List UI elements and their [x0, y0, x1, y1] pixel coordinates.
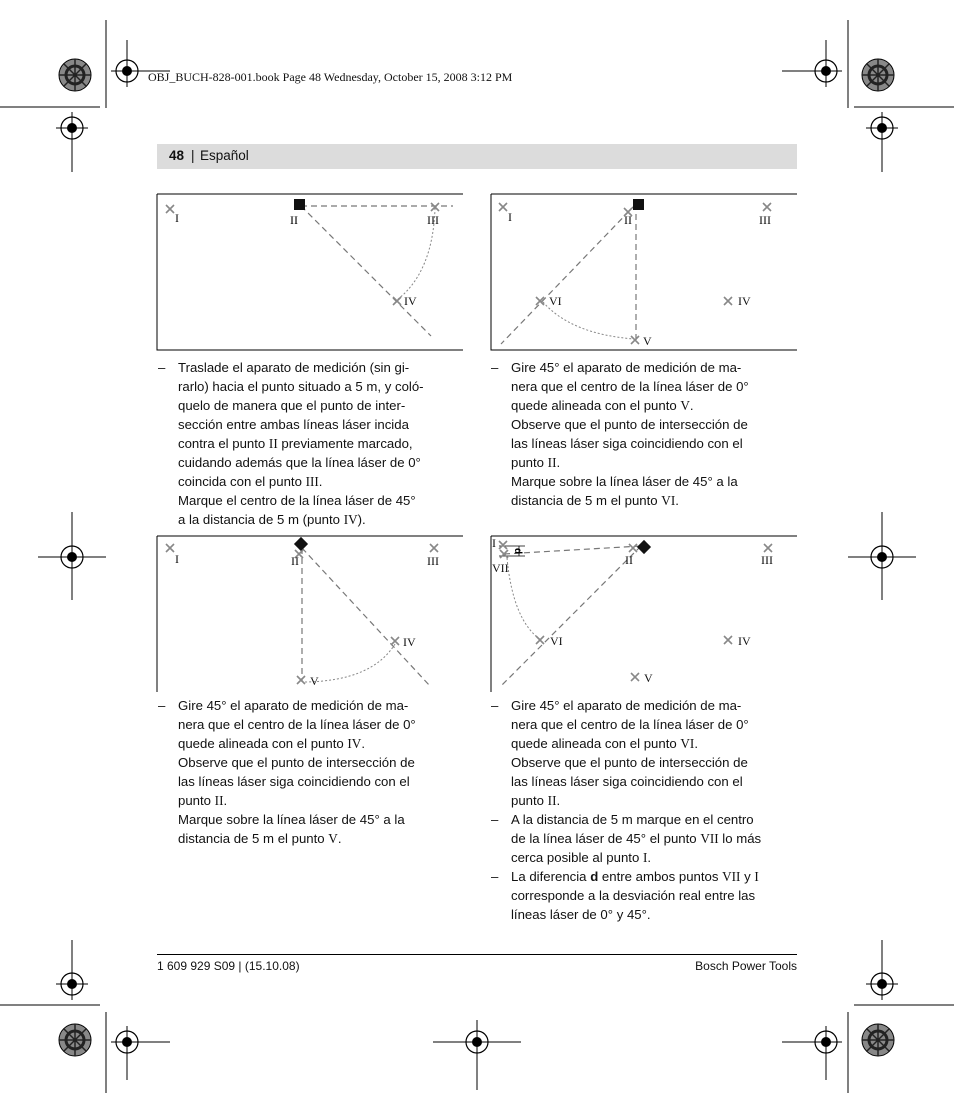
bullet-dash: – — [491, 698, 499, 713]
footer-brand: Bosch Power Tools — [695, 959, 797, 973]
point-label-IV: IV — [738, 634, 751, 648]
point-reference: V — [328, 831, 338, 846]
text-segment: lo más — [718, 831, 762, 846]
instruction-line: Traslade el aparato de medición (sin gi- — [178, 360, 410, 375]
registration-star-icon — [862, 59, 894, 91]
point-label-II: II — [290, 213, 298, 227]
point-label-I: I — [175, 552, 179, 566]
text-segment: quede alineada con el punto — [511, 398, 681, 413]
registration-mark-icon — [866, 112, 898, 144]
text-segment: . — [361, 736, 365, 751]
bullet-dash: – — [158, 360, 166, 375]
page-number: 48 — [169, 148, 185, 163]
instruction-line: las líneas láser siga coincidiendo con el — [178, 774, 410, 789]
point-reference: VII — [700, 831, 719, 846]
instruction-line: nera que el centro de la línea láser de 0° — [511, 379, 749, 394]
instruction-line: Gire 45° el aparato de medición de ma- — [511, 698, 742, 713]
instruction-line: Marque sobre la línea láser de 45° a la — [178, 812, 405, 827]
instruction-line: Gire 45° el aparato de medición de ma- — [178, 698, 409, 713]
point-label-II: II — [625, 553, 633, 567]
point-label-V: V — [310, 674, 319, 688]
point-label-V: V — [644, 671, 653, 685]
point-reference: II — [268, 436, 278, 451]
point-label-III: III — [427, 554, 439, 568]
text-segment: . — [556, 455, 561, 470]
text-segment: quede alineada con el punto — [178, 736, 348, 751]
instruction-line: corresponde a la desviación real entre las — [511, 888, 756, 903]
registration-mark-icon — [56, 112, 88, 144]
point-label-III: III — [427, 213, 439, 227]
registration-mark-icon — [810, 1026, 842, 1058]
text-segment: distancia de 5 m el punto — [178, 831, 329, 846]
instruction-line: las líneas láser siga coincidiendo con el — [511, 436, 743, 451]
instruction-line: las líneas láser siga coincidiendo con el — [511, 774, 743, 789]
text-segment: . — [647, 850, 652, 865]
text-segment: . — [689, 398, 694, 413]
instruction-line: Observe que el punto de intersección de — [511, 417, 748, 432]
text-segment: punto — [511, 455, 548, 470]
point-reference: I — [642, 850, 648, 865]
text-segment: entre ambos puntos — [598, 869, 723, 884]
point-label-IV: IV — [403, 635, 416, 649]
text-segment: La diferencia — [511, 869, 591, 884]
bullet-dash: – — [158, 698, 166, 713]
text-segment: . — [694, 736, 698, 751]
instruction-line: Marque el centro de la línea láser de 45° — [178, 493, 416, 508]
point-label-II: II — [291, 554, 299, 568]
text-segment: a la distancia de 5 m (punto — [178, 512, 344, 527]
point-label-III: III — [761, 553, 773, 567]
instruction-line: Observe que el punto de intersección de — [178, 755, 415, 770]
text-segment: distancia de 5 m el punto — [511, 493, 662, 508]
instruction-line: A la distancia de 5 m marque en el centro — [511, 812, 754, 827]
point-reference: II — [547, 793, 557, 808]
registration-star-icon — [862, 1024, 894, 1056]
point-reference: VI — [661, 493, 676, 508]
registration-star-icon — [59, 1024, 91, 1056]
registration-mark-icon — [810, 55, 842, 87]
registration-star-icon — [59, 59, 91, 91]
text-segment: previamente marcado, — [277, 436, 413, 451]
text-segment: y — [740, 869, 755, 884]
point-reference: III — [305, 474, 319, 489]
bullet-dash: – — [491, 869, 499, 884]
point-label-I: I — [492, 536, 496, 550]
text-segment: punto — [178, 793, 215, 808]
text-segment: . — [337, 831, 342, 846]
text-segment: contra el punto — [178, 436, 269, 451]
point-reference: II — [214, 793, 224, 808]
registration-mark-icon — [866, 968, 898, 1000]
instruction-line: cuidando además que la línea láser de 0° — [178, 455, 421, 470]
text-segment: de la línea láser de 45° el punto — [511, 831, 701, 846]
bullet-dash: – — [491, 360, 499, 375]
instruction-line: Marque sobre la línea láser de 45° a la — [511, 474, 738, 489]
section-title: Español — [200, 148, 249, 163]
point-label-I: I — [175, 211, 179, 225]
point-reference: VII — [722, 869, 741, 884]
text-segment: coincida con el punto — [178, 474, 306, 489]
point-reference: II — [547, 455, 557, 470]
point-label-VII: VII — [492, 561, 509, 575]
print-header: OBJ_BUCH-828-001.book Page 48 Wednesday, October 15, 2008 3:12 PM — [148, 70, 513, 84]
point-reference: VI — [680, 736, 695, 751]
point-reference: V — [680, 398, 690, 413]
footer-doc-number: 1 609 929 S09 | (15.10.08) — [157, 959, 300, 973]
point-label-IV: IV — [738, 294, 751, 308]
point-reference: IV — [347, 736, 362, 751]
text-segment: . — [675, 493, 679, 508]
deviation-term: d — [590, 869, 599, 884]
text-segment: punto — [511, 793, 548, 808]
point-label-V: V — [643, 334, 652, 348]
point-label-IV: IV — [404, 294, 417, 308]
text-segment: . — [556, 793, 561, 808]
instruction-line: líneas láser de 0° y 45°. — [511, 907, 651, 922]
section-separator: | — [191, 148, 195, 163]
instruction-line: Observe que el punto de intersección de — [511, 755, 748, 770]
registration-mark-icon — [56, 968, 88, 1000]
point-label-VI: VI — [550, 634, 563, 648]
point-label-II: II — [624, 213, 632, 227]
point-reference: I — [754, 869, 759, 884]
point-label-VI: VI — [549, 294, 562, 308]
registration-mark-icon — [111, 55, 143, 87]
text-segment: . — [223, 793, 228, 808]
point-label-I: I — [508, 210, 512, 224]
registration-mark-icon — [111, 1026, 143, 1058]
deviation-label-d: d — [512, 548, 523, 555]
text-segment: ). — [357, 512, 366, 527]
text-segment: cerca posible al punto — [511, 850, 643, 865]
bullet-dash: – — [491, 812, 499, 827]
instruction-line: Gire 45° el aparato de medición de ma- — [511, 360, 742, 375]
text-segment: quede alineada con el punto — [511, 736, 681, 751]
point-label-III: III — [759, 213, 771, 227]
instruction-line: rarlo) hacia el punto situado a 5 m, y coló- — [178, 379, 424, 394]
instruction-line: sección entre ambas líneas láser incida — [178, 417, 409, 432]
instruction-line: nera que el centro de la línea láser de 0° — [511, 717, 749, 732]
point-reference: IV — [343, 512, 358, 527]
text-segment: . — [318, 474, 323, 489]
instruction-line: nera que el centro de la línea láser de 0° — [178, 717, 416, 732]
instruction-line: quelo de manera que el punto de inter- — [178, 398, 406, 413]
